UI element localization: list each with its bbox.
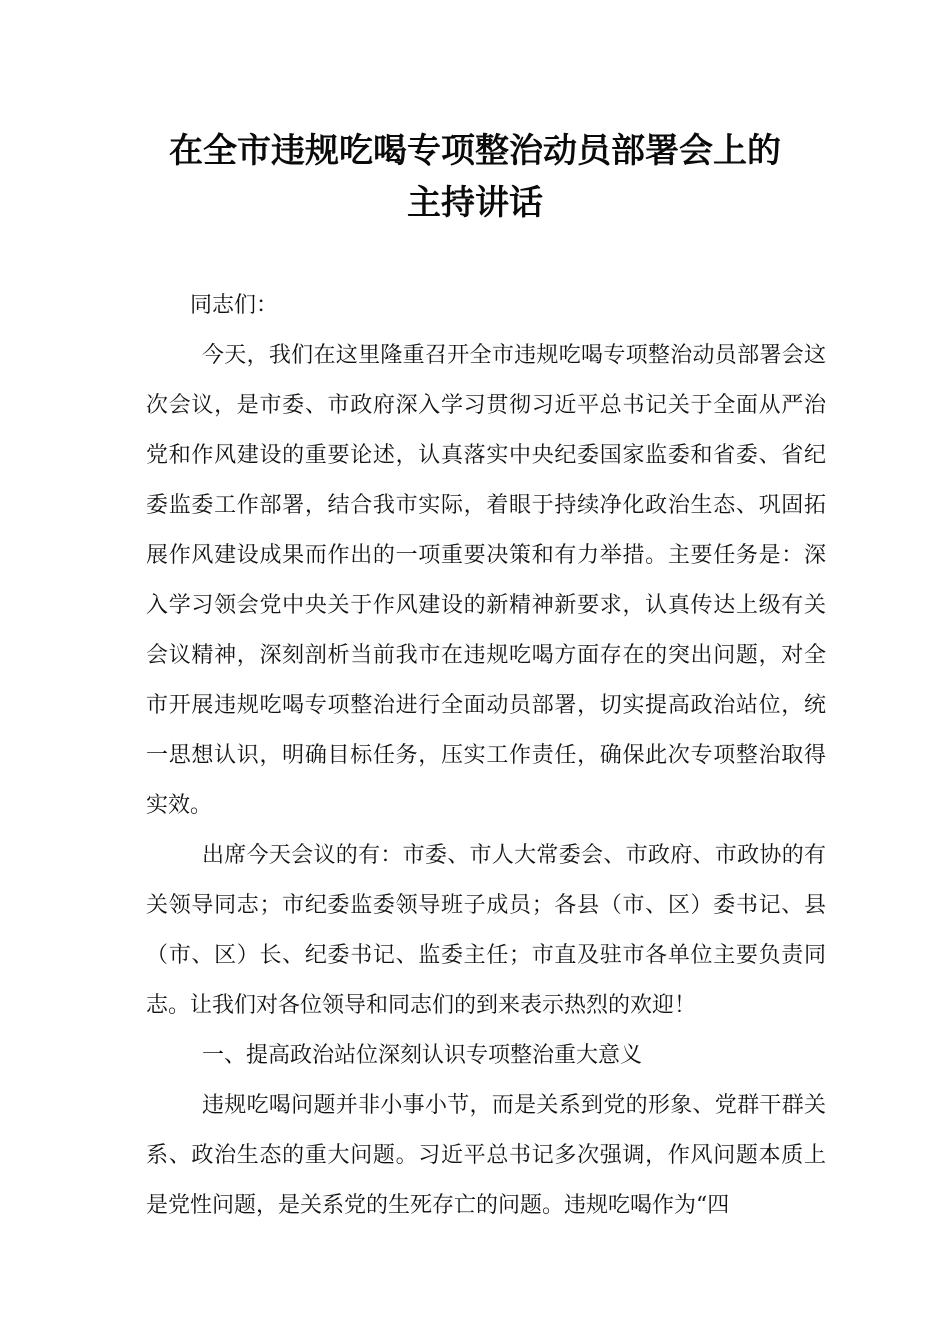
paragraph-opening: 今天，我们在这里隆重召开全市违规吃喝专项整治动员部署会这次会议，是市委、市政府深入学习贯彻习近平总书记关于全面从严治党和作风建设的重要论述，认真落实中央纪委国家监委和省委、省纪委监委工作部署，结合我市实际，着眼于持续净化政治生态、巩固拓展作风建设成果而作出的一项重要决策和有力举措。主要任务是：深入学习领会党中央关于作风建设的新精神新要求，认真传达上级有关会议精神，深刻剖析当前我市在违规吃喝方面存在的突出问题，对全市开展违规吃喝专项整治进行全面动员部署，切实提高政治站位，统一思想认识，明确目标任务，压实工作责任，确保此次专项整治取得实效。 xyxy=(146,343,826,818)
document-body xyxy=(146,281,826,1231)
document-title-line-1: 在全市违规吃喝专项整治动员部署会上的 xyxy=(169,131,781,171)
salutation: 同志们： xyxy=(190,293,279,318)
paragraph-section-1: 违规吃喝问题并非小事小节，而是关系到党的形象、党群干群关系、政治生态的重大问题。习近平总书记多次强调，作风问题本质上是党性问题，是关系党的生死存亡的问题。违规吃喝作为“四 xyxy=(146,1093,826,1218)
paragraph-attendees: 出席今天会议的有：市委、市人大常委会、市政府、市政协的有关领导同志；市纪委监委领导班子成员；各县（市、区）委书记、县（市、区）长、纪委书记、监委主任；市直及驻市各单位主要负责同志。让我们对各位领导和同志们的到来表示热烈的欢迎！ xyxy=(146,843,826,1018)
section-heading-1: 一、提高政治站位深刻认识专项整治重大意义 xyxy=(202,1043,643,1068)
document-title-line-2: 主持讲话 xyxy=(407,183,543,223)
